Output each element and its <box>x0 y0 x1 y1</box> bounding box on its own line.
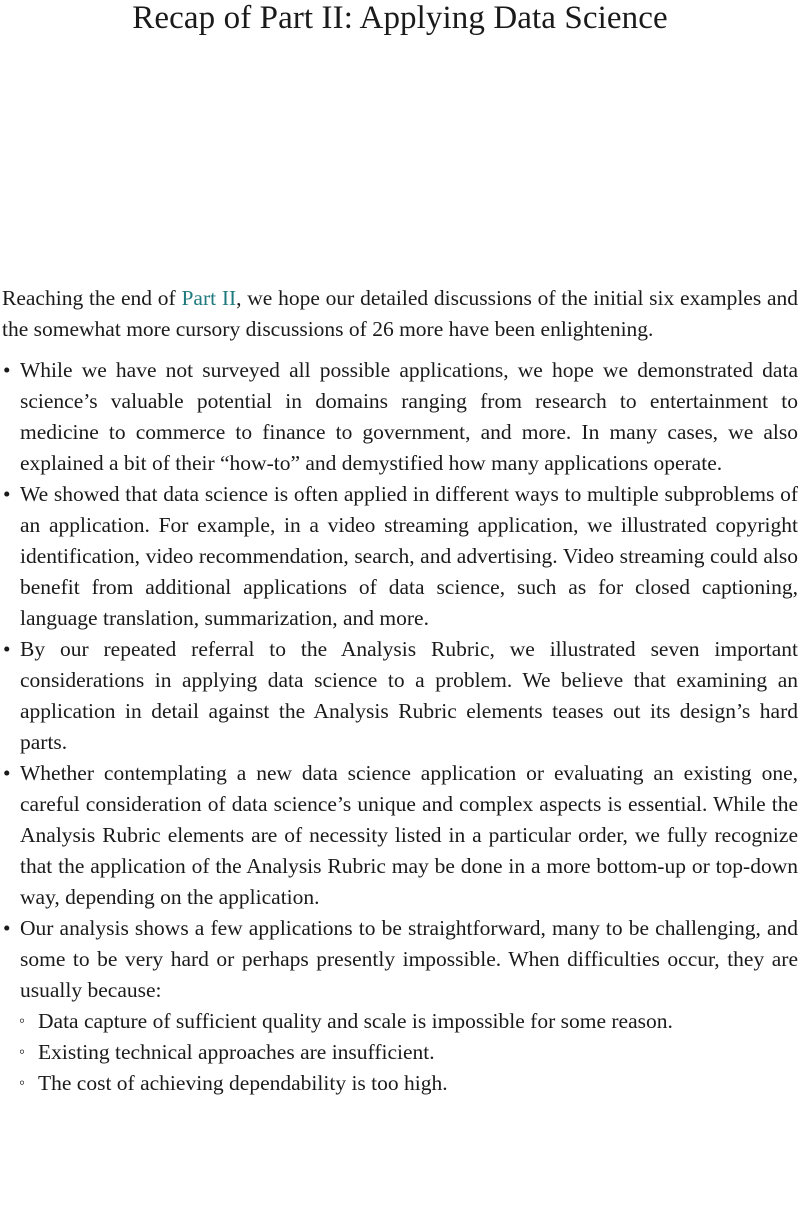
bullet-text: We showed that data science is often applied in different ways to multiple subproblems of an application. For example, in a video streaming application, we illustrated copyright identification, video recommendation, search, and advertising. Video streaming could also benefit from additional applications of data science, such as for closed captioning, language translation, summarization, and more. <box>20 482 798 630</box>
bullet-marker: • <box>3 916 11 940</box>
sub-bullet-text: Data capture of sufficient quality and scale is impossible for some reason. <box>38 1009 673 1033</box>
intro-text-before-link: Reaching the end of <box>2 286 182 310</box>
bullet-marker: • <box>3 637 11 661</box>
intro-paragraph <box>2 283 798 345</box>
sub-bullet-text: The cost of achieving dependability is too high. <box>38 1071 448 1095</box>
part-ii-link[interactable]: Part II <box>181 286 237 310</box>
bullet-text: Our analysis shows a few applications to be straightforward, many to be challenging, and some to be very hard or perhaps presently impossible. When difficulties occur, they are usually because: <box>20 916 798 1002</box>
list-item <box>2 634 798 758</box>
bullet-text: By our repeated referral to the Analysis Rubric, we illustrated seven important considerations in applying data science to a problem. We believe that examining an application in detail against the Analysis Rubric elements teases out its design’s hard parts. <box>20 637 798 754</box>
list-item <box>2 758 798 913</box>
sub-list-item <box>2 1068 798 1099</box>
body-text <box>2 283 798 1099</box>
sub-bullet-marker: ◦ <box>19 1011 26 1030</box>
intro-text-after-link: , we hope our detailed discussions of the initial six examples and the somewhat more cursory discussions of 26 more have been enlightening. <box>2 286 799 341</box>
sub-bullet-marker: ◦ <box>19 1073 26 1092</box>
list-item <box>2 913 798 1006</box>
sub-list-item <box>2 1006 798 1037</box>
list-item <box>2 355 798 479</box>
chapter-title: Recap of Part II: Applying Data Science <box>132 0 668 36</box>
bullet-marker: • <box>3 358 11 382</box>
bullet-marker: • <box>3 482 11 506</box>
bullet-text: While we have not surveyed all possible applications, we hope we demonstrated data science’s valuable potential in domains ranging from research to entertainment to medicine to commerce to finance to government, and more. In many cases, we also explained a bit of their “how-to” and demystified how many applications operate. <box>20 358 798 475</box>
sub-bullet-text: Existing technical approaches are insufficient. <box>38 1040 435 1064</box>
sub-bullet-marker: ◦ <box>19 1042 26 1061</box>
bullet-marker: • <box>3 761 11 785</box>
sub-list-item <box>2 1037 798 1068</box>
list-item <box>2 479 798 634</box>
bullet-text: Whether contemplating a new data science application or evaluating an existing one, careful consideration of data science’s unique and complex aspects is essential. While the Analysis Rubric elements are of necessity listed in a particular order, we fully recognize that the application of the Analysis Rubric may be done in a more bottom-up or top-down way, depending on the application. <box>20 761 798 909</box>
recap-bullet-list <box>2 355 798 1006</box>
difficulty-sub-list <box>2 1006 798 1099</box>
